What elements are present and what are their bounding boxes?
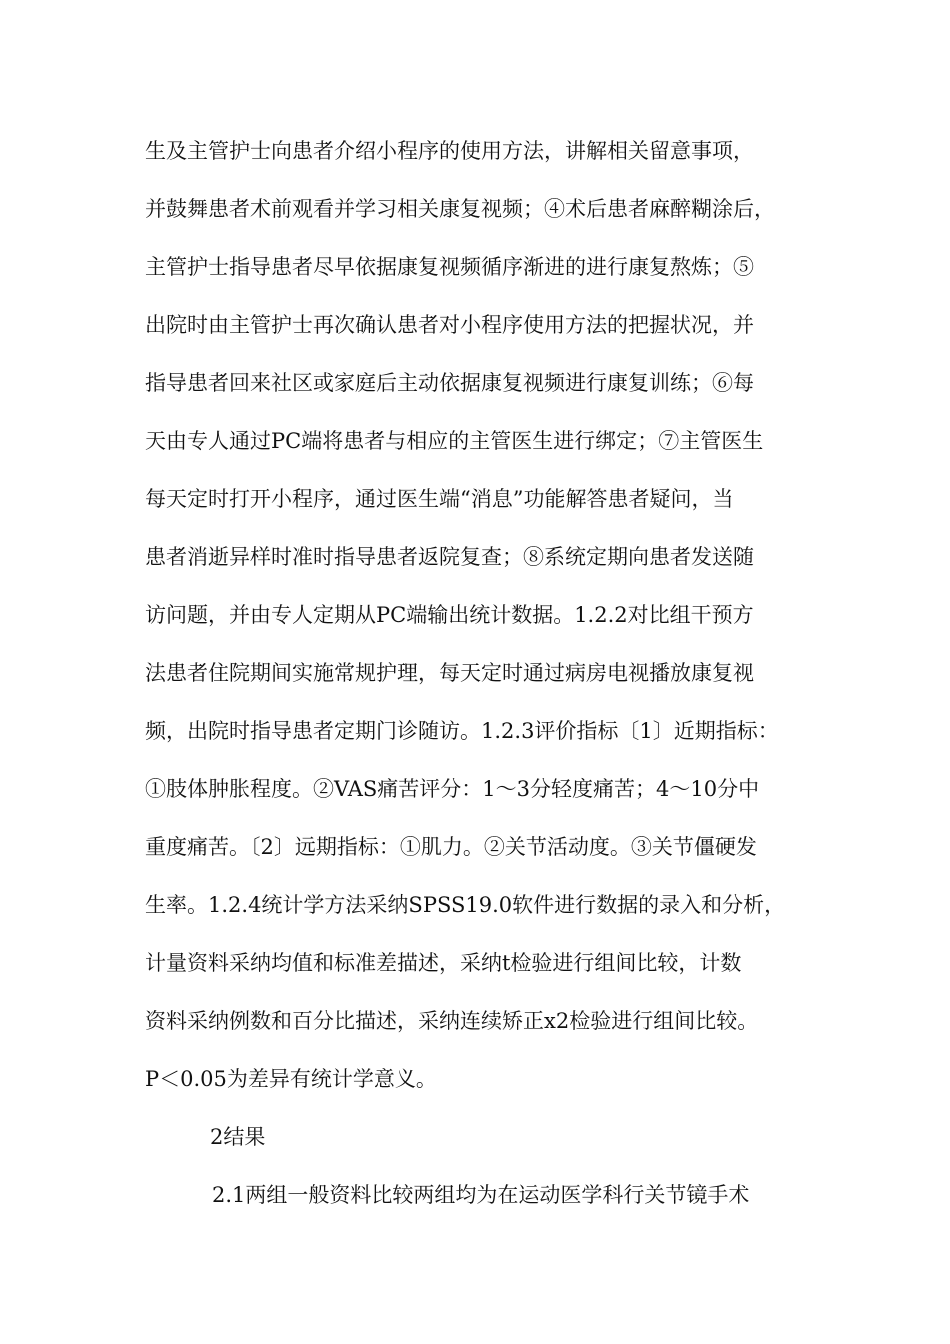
paragraph-line: 生及主管护士向患者介绍小程序的使用方法，讲解相关留意事项， [145,139,754,163]
paragraph-line: 患者消逝异样时准时指导患者返院复查；⑧系统定期向患者发送随 [145,545,754,569]
paragraph-line: 重度痛苦。〔2〕远期指标：①肌力。②关节活动度。③关节僵硬发 [145,835,757,859]
paragraph-line: 天由专人通过PC端将患者与相应的主管医生进行绑定；⑦主管医生 [145,429,764,453]
paragraph-line: 访问题，并由专人定期从PC端输出统计数据。1.2.2对比组干预方 [145,603,754,627]
subsection-first-line: 2.1两组一般资料比较两组均为在运动医学科行关节镜手术 [212,1183,750,1207]
paragraph-line: 资料采纳例数和百分比描述，采纳连续矫正x2检验进行组间比较。 [145,1009,759,1033]
paragraph-line: 计量资料采纳均值和标准差描述，采纳t检验进行组间比较，计数 [145,951,742,975]
paragraph-line: 并鼓舞患者术前观看并学习相关康复视频；④术后患者麻醉糊涂后， [145,197,775,221]
paragraph-line: 主管护士指导患者尽早依据康复视频循序渐进的进行康复熬炼；⑤ [145,255,754,279]
paragraph-line: ①肢体肿胀程度。②VAS痛苦评分：1～3分轻度痛苦；4～10分中 [145,777,760,801]
paragraph-line: 法患者住院期间实施常规护理，每天定时通过病房电视播放康复视 [145,661,754,685]
paragraph-line: P＜0.05为差异有统计学意义。 [145,1067,437,1091]
paragraph-line: 出院时由主管护士再次确认患者对小程序使用方法的把握状况，并 [145,313,754,337]
section-heading: 2结果 [210,1125,266,1149]
paragraph-line: 每天定时打开小程序，通过医生端“消息”功能解答患者疑问，当 [145,487,734,511]
paragraph-line: 指导患者回来社区或家庭后主动依据康复视频进行康复训练；⑥每 [145,371,754,395]
paragraph-line: 频，出院时指导患者定期门诊随访。1.2.3评价指标〔1〕近期指标： [145,719,779,743]
paragraph-line: 生率。1.2.4统计学方法采纳SPSS19.0软件进行数据的录入和分析， [145,893,786,917]
